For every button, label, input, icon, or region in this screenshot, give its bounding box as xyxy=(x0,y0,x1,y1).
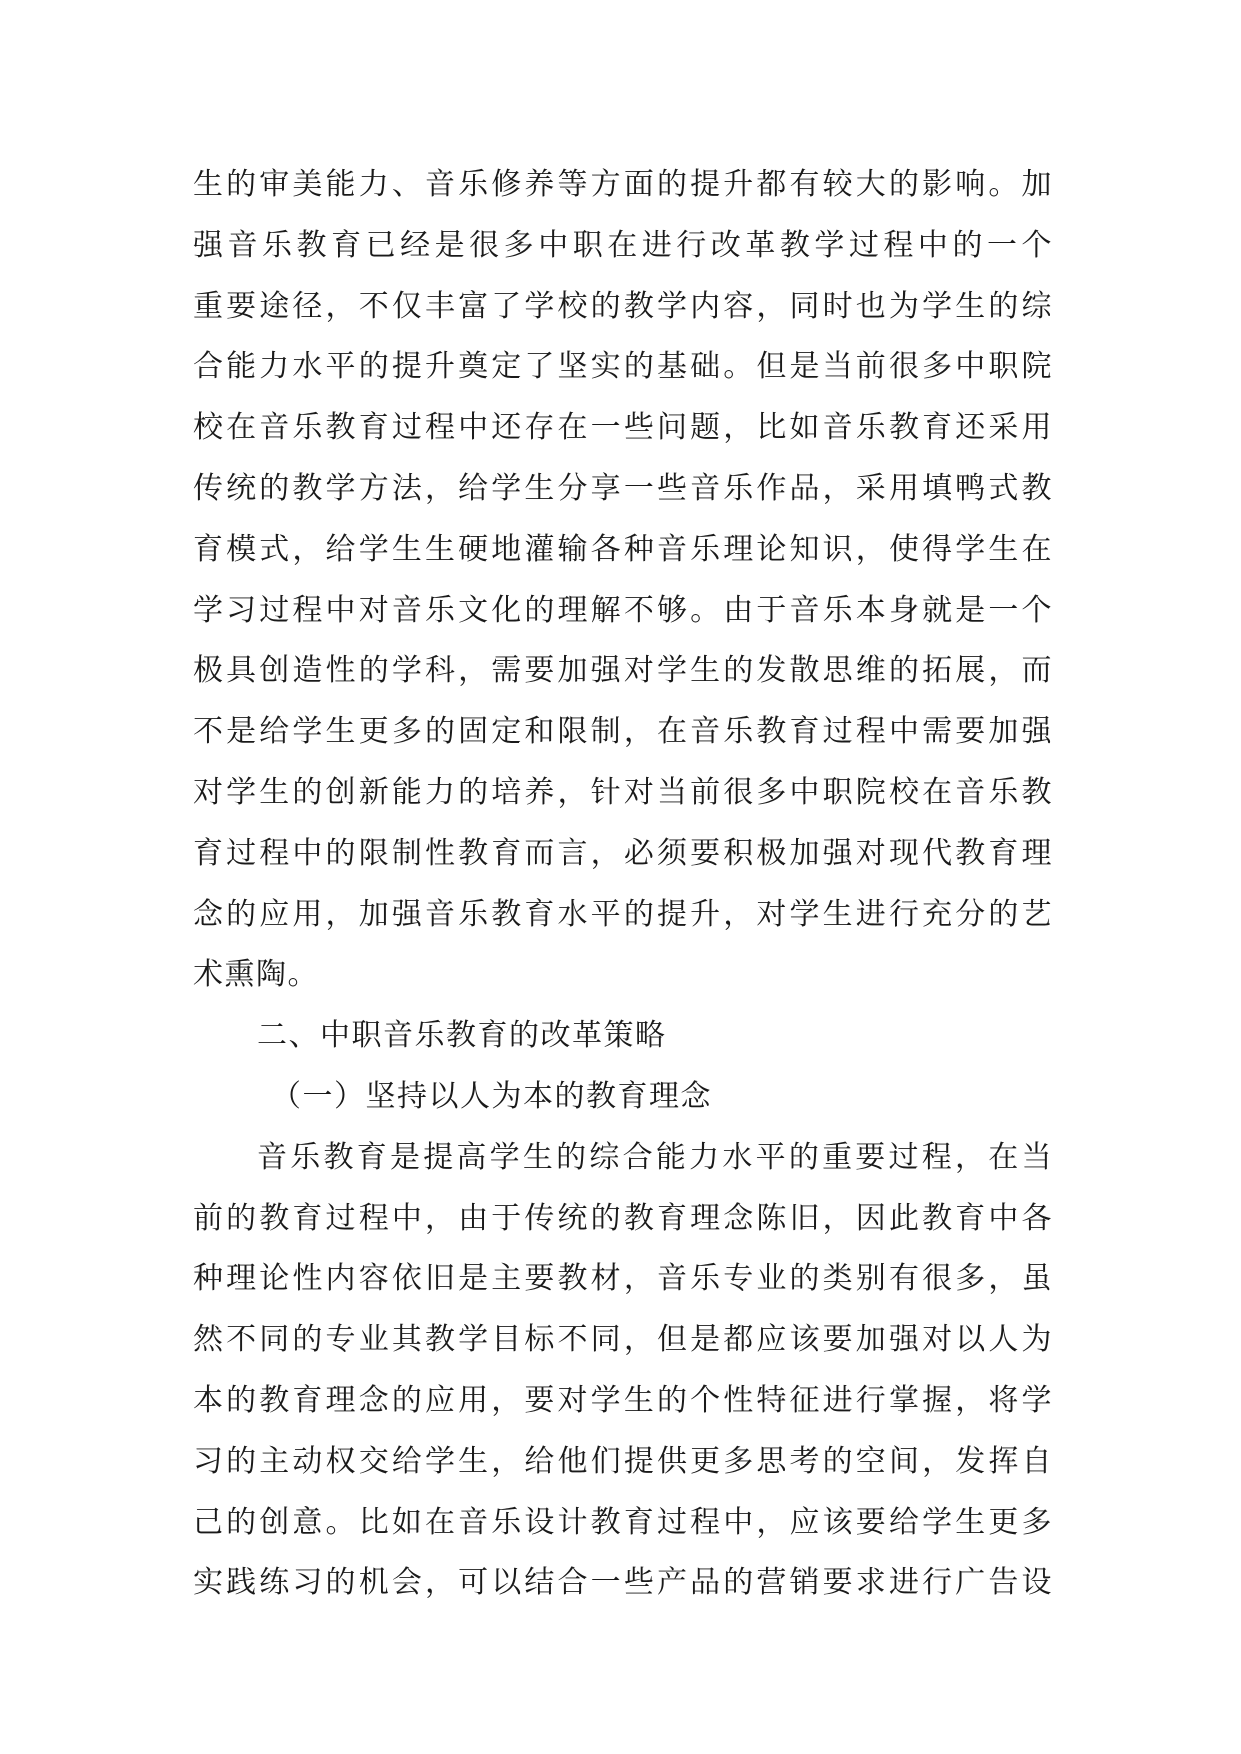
text-line: 重要途径，不仅丰富了学校的教学内容，同时也为学生的综 xyxy=(193,288,1053,324)
paragraph xyxy=(193,1128,1053,1614)
text-line: 本的教育理念的应用，要对学生的个性特征进行掌握，将学 xyxy=(193,1382,1053,1418)
text-line: 对学生的创新能力的培养，针对当前很多中职院校在音乐教 xyxy=(193,774,1053,810)
paragraph-continuation xyxy=(193,155,1053,1006)
text-line: 不是给学生更多的固定和限制，在音乐教育过程中需要加强 xyxy=(193,714,1053,750)
section-heading: 二、中职音乐教育的改革策略 xyxy=(257,1018,667,1054)
text-line: 前的教育过程中，由于传统的教育理念陈旧，因此教育中各 xyxy=(193,1200,1053,1236)
text-line-last: 术熏陶。 xyxy=(193,957,319,993)
text-line: 实践练习的机会，可以结合一些产品的营销要求进行广告设 xyxy=(193,1565,1053,1601)
subsection-heading: （一）坚持以人为本的教育理念 xyxy=(271,1078,712,1114)
text-line: 育过程中的限制性教育而言，必须要积极加强对现代教育理 xyxy=(193,835,1053,871)
text-line: 己的创意。比如在音乐设计教育过程中，应该要给学生更多 xyxy=(193,1504,1053,1540)
text-line: 习的主动权交给学生，给他们提供更多思考的空间，发挥自 xyxy=(193,1443,1053,1479)
document-body xyxy=(193,155,1053,1614)
text-line: 学习过程中对音乐文化的理解不够。由于音乐本身就是一个 xyxy=(193,592,1053,628)
text-line: 然不同的专业其教学目标不同，但是都应该要加强对以人为 xyxy=(193,1322,1053,1358)
text-line: 传统的教学方法，给学生分享一些音乐作品，采用填鸭式教 xyxy=(193,470,1053,506)
text-line-first: 音乐教育是提高学生的综合能力水平的重要过程，在当 xyxy=(257,1139,1053,1175)
text-line: 校在音乐教育过程中还存在一些问题，比如音乐教育还采用 xyxy=(193,410,1053,446)
text-line: 极具创造性的学科，需要加强对学生的发散思维的拓展，而 xyxy=(193,653,1053,689)
text-line: 种理论性内容依旧是主要教材，音乐专业的类别有很多，虽 xyxy=(193,1261,1053,1297)
text-line: 育模式，给学生生硬地灌输各种音乐理论知识，使得学生在 xyxy=(193,531,1053,567)
text-line: 生的审美能力、音乐修养等方面的提升都有较大的影响。加 xyxy=(193,167,1053,202)
text-line: 念的应用，加强音乐教育水平的提升，对学生进行充分的艺 xyxy=(193,896,1053,932)
text-line: 合能力水平的提升奠定了坚实的基础。但是当前很多中职院 xyxy=(193,349,1053,385)
text-line: 强音乐教育已经是很多中职在进行改革教学过程中的一个 xyxy=(193,227,1053,263)
